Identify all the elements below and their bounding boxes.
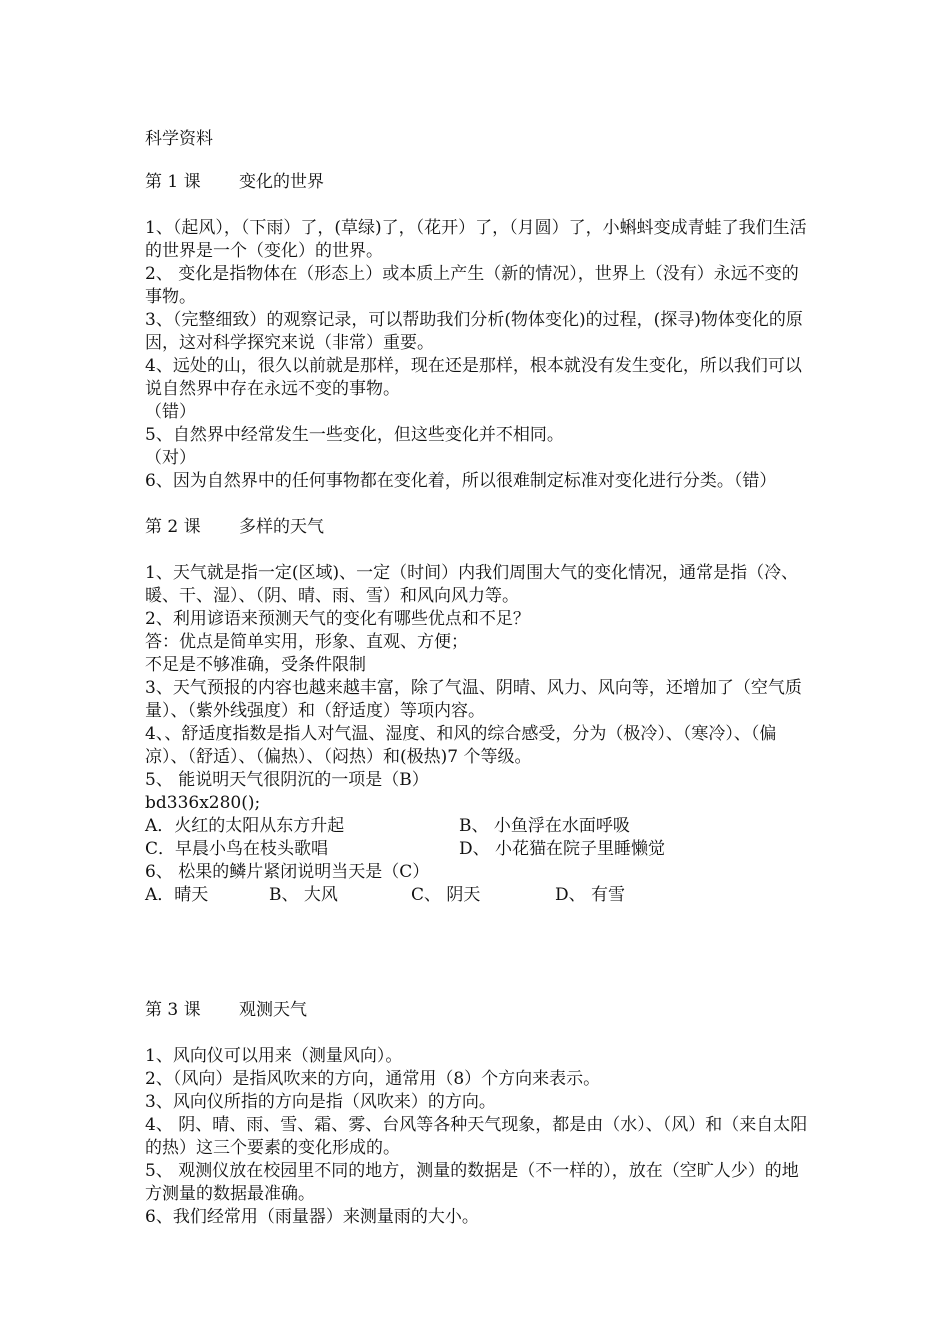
- lesson-3-name: 观测天气: [239, 1000, 307, 1020]
- q5-option-a: A．火红的太阳从东方升起: [145, 816, 345, 836]
- lesson-1-answer-4: （错）: [145, 402, 196, 422]
- lesson-2-answer-2a: 答：优点是简单实用，形象、直观、方便；: [145, 632, 468, 652]
- lesson-1-item-2: 2、 变化是指物体在（形态上）或本质上产生（新的情况），世界上（没有）永远不变的事物。: [145, 264, 799, 307]
- q6-option-c: C、 阴天: [411, 885, 481, 905]
- lesson-1-heading: [145, 171, 815, 194]
- q5-options-row-2: [145, 838, 815, 861]
- lesson-2-answer-2b: 不足是不够准确，受条件限制: [145, 655, 366, 675]
- lesson-2-item-5: 5、 能说明天气很阴沉的一项是（B）: [145, 770, 429, 790]
- lesson-2-item-3: 3、天气预报的内容也越来越丰富，除了气温、阴晴、风力、风向等，还增加了（空气质量）、（紫外线强度）和（舒适度）等项内容。: [145, 678, 802, 721]
- q6-option-d: D、 有雪: [555, 885, 626, 905]
- lesson-1-item-5: 5、自然界中经常发生一些变化，但这些变化并不相同。: [145, 425, 564, 445]
- lesson-1-item-4: 4、远处的山，很久以前就是那样，现在还是那样，根本就没有发生变化，所以我们可以说自然界中存在永远不变的事物。: [145, 356, 802, 399]
- lesson-3-item-1: 1、风向仪可以用来（测量风向）。: [145, 1046, 403, 1066]
- lesson-3-heading: [145, 999, 815, 1022]
- lesson-3-item-3: 3、风向仪所指的方向是指（风吹来）的方向。: [145, 1092, 496, 1112]
- lesson-2-name: 多样的天气: [239, 517, 324, 537]
- lesson-1-item-3: 3、（完整细致）的观察记录，可以帮助我们分析(物体变化)的过程，(探寻)物体变化的原因，这对科学探究来说（非常）重要。: [145, 310, 803, 353]
- lesson-1-name: 变化的世界: [239, 172, 324, 192]
- lesson-3-item-4: 4、 阴、晴、雨、雪、霜、雾、台风等各种天气现象，都是由（水）、（风）和（来自太阳的热）这三个要素的变化形成的。: [145, 1115, 808, 1158]
- lesson-3-number: 第 3 课: [145, 1000, 201, 1020]
- lesson-2-item-1: 1、天气就是指一定(区域)、一定（时间）内我们周围大气的变化情况，通常是指（冷、暖、干、湿）、（阴、晴、雨、雪）和风向风力等。: [145, 563, 799, 606]
- lesson-1-answer-5: （对）: [145, 448, 196, 468]
- lesson-2-number: 第 2 课: [145, 517, 201, 537]
- lesson-3-item-5: 5、 观测仪放在校园里不同的地方，测量的数据是（不一样的），放在（空旷人少）的地方测量的数据最准确。: [145, 1161, 799, 1204]
- q6-options-row: [145, 884, 815, 907]
- lesson-2-item-4: 4、、舒适度指数是指人对气温、湿度、和风的综合感受，分为（极冷）、（寒冷）、（偏凉）、（舒适）、（偏热）、（闷热）和(极热)7 个等级。: [145, 724, 777, 767]
- lesson-1-item-1: 1、（起风），（下雨）了，(草绿)了，（花开）了，（月圆）了，小蝌蚪变成青蛙了我们生活的世界是一个（变化）的世界。: [145, 218, 807, 261]
- q5-option-c: C．早晨小鸟在枝头歌唱: [145, 839, 329, 859]
- lesson-3-item-6: 6、我们经常用（雨量器）来测量雨的大小。: [145, 1207, 479, 1227]
- lesson-2-item-2: 2、利用谚语来预测天气的变化有哪些优点和不足？: [145, 609, 530, 629]
- q6-option-a: A．晴天: [145, 885, 209, 905]
- lesson-1-number: 第 1 课: [145, 172, 201, 192]
- lesson-3-item-2: 2、（风向）是指风吹来的方向，通常用（8）个方向来表示。: [145, 1069, 601, 1089]
- lesson-2-heading: [145, 516, 815, 539]
- q6-option-b: B、 大风: [269, 885, 338, 905]
- q5-options-row-1: [145, 815, 815, 838]
- lesson-2-ad-code: bd336x280();: [145, 793, 261, 813]
- document-page: [145, 128, 815, 1229]
- lesson-2-item-6: 6、 松果的鳞片紧闭说明当天是（C）: [145, 862, 430, 882]
- lesson-1-item-6: 6、因为自然界中的任何事物都在变化着，所以很难制定标准对变化进行分类。（错）: [145, 471, 777, 491]
- q5-option-b: B、 小鱼浮在水面呼吸: [459, 816, 630, 836]
- doc-title: 科学资料: [145, 129, 213, 149]
- q5-option-d: D、 小花猫在院子里睡懒觉: [459, 839, 666, 859]
